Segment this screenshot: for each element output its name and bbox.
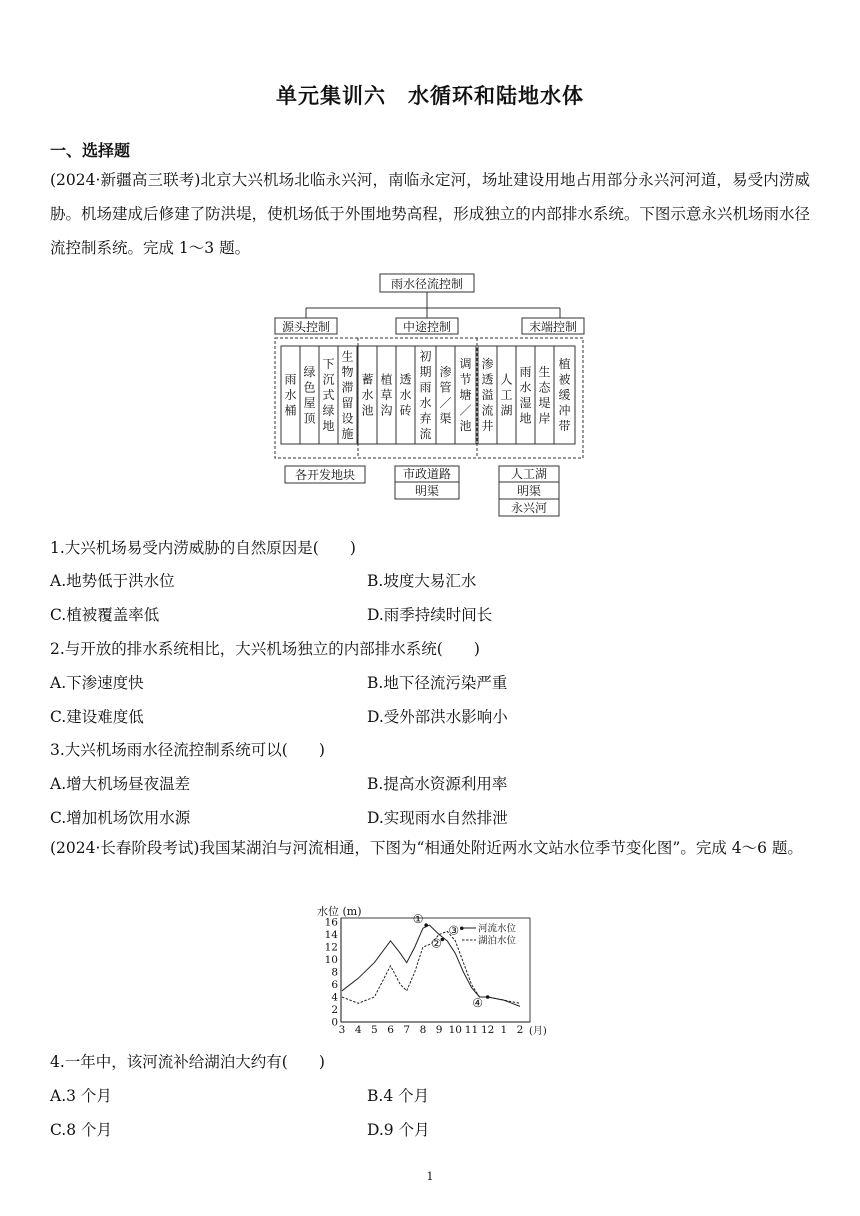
y-tick-label: 4 <box>331 991 338 1004</box>
diagram-item: 雨水湿地 <box>519 364 532 426</box>
annotation-point <box>486 995 490 999</box>
x-tick-label: 2 <box>516 1024 524 1036</box>
question-4-option-c[interactable]: C.8 个月 <box>50 1121 113 1139</box>
intro-paragraph-1: (2024·新疆高三联考)北京大兴机场北临永兴河，南临永定河，场址建设用地占用部分永兴河河道，易受内涝威胁。机场建成后修建了防洪堤，使机场低于外围地势高程，形成独立的内部排水系统。下图示意永兴机场雨水径流控制系统。完成 1～3 题。 <box>50 171 810 257</box>
diagram-item: 生态堤岸 <box>538 364 551 426</box>
question-1-stem: 1.大兴机场易受内涝威胁的自然原因是( ) <box>50 539 356 557</box>
bottom-label: 明渠 <box>516 484 542 498</box>
y-tick-label: 6 <box>331 979 338 991</box>
intro-paragraph-2: (2024·长春阶段考试)我国某湖泊与河流相通，下图为“相通处附近两水文站水位季节变化图”。完成 4～6 题。 <box>50 839 803 857</box>
question-3-option-b[interactable]: B.提高水资源利用率 <box>367 775 508 793</box>
diagram-item: 透水砖 <box>399 372 412 418</box>
x-tick-label: 1 <box>500 1024 508 1036</box>
group-label-middle: 中途控制 <box>402 320 452 334</box>
y-tick-label: 8 <box>331 966 338 979</box>
question-1-option-a[interactable]: A.地势低于洪水位 <box>50 572 175 590</box>
question-2-stem: 2.与开放的排水系统相比，大兴机场独立的内部排水系统( ) <box>50 640 480 658</box>
question-4-option-d[interactable]: D.9 个月 <box>367 1121 430 1139</box>
question-3-option-d[interactable]: D.实现雨水自然排泄 <box>367 809 508 827</box>
question-2-option-a[interactable]: A.下渗速度快 <box>50 674 144 692</box>
y-tick-label: 0 <box>331 1016 338 1029</box>
question-2-option-c[interactable]: C.建设难度低 <box>50 708 144 726</box>
x-tick-label: 6 <box>387 1024 394 1036</box>
diagram-item: 植被缓冲带 <box>558 357 571 433</box>
x-tick-label: 5 <box>371 1024 378 1036</box>
group-label-end: 末端控制 <box>528 320 578 334</box>
annotation-point <box>460 926 464 930</box>
bottom-label: 明渠 <box>414 484 440 498</box>
page-title: 单元集训六 水循环和陆地水体 <box>276 84 584 108</box>
diagram-item: 初期雨水弃流 <box>419 349 432 441</box>
x-tick-label: 10 <box>448 1024 462 1036</box>
water-level-chart <box>315 900 555 1040</box>
diagram-item: 下沉式绿地 <box>322 357 335 433</box>
y-axis-label: 水位 (m) <box>317 905 362 918</box>
x-axis-unit: (月) <box>529 1026 547 1037</box>
diagram-item: 渗透溢流井 <box>481 357 494 433</box>
question-4-option-b[interactable]: B.4 个月 <box>367 1087 430 1105</box>
diagram-item: 生物滞留设施 <box>341 349 354 441</box>
legend <box>458 920 528 947</box>
diagram-item: 人工湖 <box>500 372 513 418</box>
diagram-item: 调节塘／池 <box>459 357 472 433</box>
x-tick-label: 7 <box>403 1024 411 1036</box>
annotation-label: ① <box>412 912 424 927</box>
diagram-root-label: 雨水径流控制 <box>390 277 464 291</box>
annotation-point <box>424 923 428 927</box>
y-tick-label: 2 <box>331 1004 338 1016</box>
question-4-stem: 4.一年中，该河流补给湖泊大约有( ) <box>50 1053 325 1071</box>
diagram-item: 蓄水池 <box>361 372 374 418</box>
diagram-item: 雨水桶 <box>284 372 297 418</box>
y-tick-label: 12 <box>324 941 338 954</box>
diagram-item: 渗管／渠 <box>439 364 452 426</box>
x-tick-label: 8 <box>419 1024 427 1036</box>
x-tick-label: 11 <box>464 1024 479 1036</box>
page-number: 1 <box>426 1170 434 1183</box>
runoff-control-diagram <box>270 268 600 523</box>
annotation-label: ② <box>430 936 442 951</box>
section-heading: 一、选择题 <box>50 141 131 160</box>
question-4-option-a[interactable]: A.3 个月 <box>50 1087 112 1105</box>
question-3-option-c[interactable]: C.增加机场饮用水源 <box>50 809 191 827</box>
diagram-item: 植草沟 <box>380 372 393 418</box>
question-3-stem: 3.大兴机场雨水径流控制系统可以( ) <box>50 741 325 759</box>
question-1-option-b[interactable]: B.坡度大易汇水 <box>367 572 477 590</box>
x-tick-label: 9 <box>435 1024 443 1036</box>
bottom-label: 各开发地块 <box>294 468 356 482</box>
group-label-source: 源头控制 <box>281 320 331 334</box>
x-tick-label: 3 <box>338 1024 346 1036</box>
legend-label: 湖泊水位 <box>478 935 517 947</box>
annotation-label: ③ <box>448 923 460 938</box>
annotation-label: ④ <box>472 996 484 1010</box>
question-2-option-b[interactable]: B.地下径流污染严重 <box>367 674 508 692</box>
bottom-label: 市政道路 <box>402 467 452 481</box>
question-2-option-d[interactable]: D.受外部洪水影响小 <box>367 708 508 726</box>
diagram-item: 绿色屋顶 <box>303 364 316 426</box>
question-1-option-c[interactable]: C.植被覆盖率低 <box>50 606 160 624</box>
x-tick-label: 12 <box>480 1024 495 1036</box>
y-tick-label: 10 <box>324 954 338 966</box>
y-tick-label: 16 <box>324 916 338 929</box>
bottom-label: 人工湖 <box>510 467 548 481</box>
question-1-option-d[interactable]: D.雨季持续时间长 <box>367 606 493 624</box>
question-3-option-a[interactable]: A.增大机场昼夜温差 <box>50 775 191 793</box>
bottom-label: 永兴河 <box>510 501 548 515</box>
x-tick-label: 4 <box>354 1024 362 1036</box>
y-tick-label: 14 <box>324 929 338 941</box>
legend-label: 河流水位 <box>478 923 517 935</box>
